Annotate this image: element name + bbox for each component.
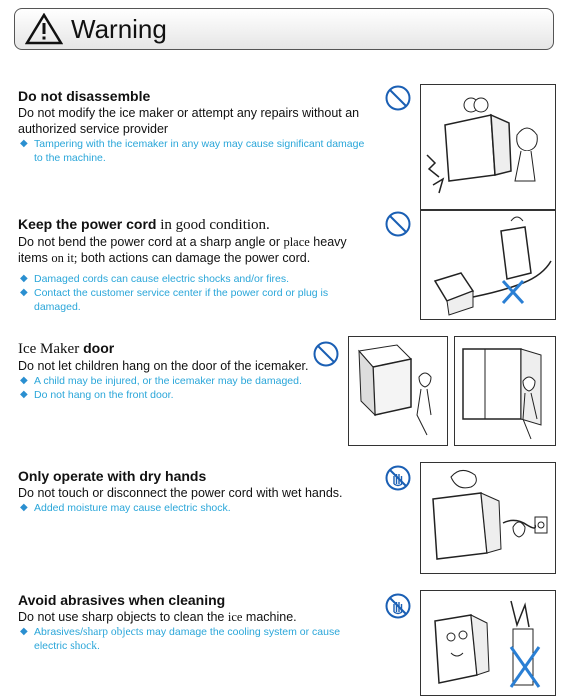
section-bullet: ◆ Damaged cords can cause electric shocks and/or fires. — [18, 272, 368, 286]
section-bullet: ◆ Added moisture may cause electric shock. — [18, 501, 368, 515]
section-bullet: ◆ A child may be injured, or the icemaker may be damaged. — [18, 374, 338, 388]
section-bullet: ◆ Contact the customer service center if the power cord or plug is damaged. — [18, 286, 368, 314]
abrasives-illustration — [420, 590, 556, 696]
desc-part: place — [283, 235, 310, 249]
prohibited-icon — [384, 210, 412, 238]
disassemble-illustration — [420, 84, 556, 210]
desc-part: on it; — [51, 251, 78, 265]
section-dry-hands — [18, 468, 368, 515]
section-abrasives — [18, 592, 368, 653]
bullet-part: . — [97, 640, 100, 652]
section-disassemble — [18, 88, 368, 165]
title-part: Ice Maker — [18, 341, 80, 357]
section-title: Only operate with dry hands — [18, 468, 207, 484]
title-part: Keep the power cord — [18, 216, 157, 232]
desc-part: both actions can damage the power cord. — [77, 251, 311, 265]
bullet-part: may damage the cooling system or cause electric — [34, 626, 341, 652]
section-power-cord — [18, 216, 368, 314]
no-wet-hands-icon — [384, 464, 412, 492]
bullet-part: shock — [70, 640, 98, 652]
section-description: Do not touch or disconnect the power cord with wet hands. — [18, 486, 343, 500]
section-bullet: ◆ Tampering with the icemaker in any way may cause significant damage to the machine. — [18, 137, 368, 165]
bullet-part: Abrasives/ — [34, 626, 84, 638]
section-bullet: ◆ Do not hang on the front door. — [18, 388, 338, 402]
section-title: Avoid abrasives when cleaning — [18, 592, 226, 608]
door-illustration-2 — [454, 336, 556, 446]
title-part: in good condition. — [156, 217, 270, 233]
page-title: Warning — [71, 14, 167, 44]
section-description: Do not let children hang on the door of the icemaker. — [18, 359, 309, 373]
section-description — [18, 234, 368, 266]
section-description — [18, 609, 368, 625]
desc-part: ice — [227, 610, 243, 624]
door-illustration-1 — [348, 336, 448, 446]
prohibited-icon — [312, 340, 340, 368]
section-bullet — [18, 625, 368, 653]
warning-header — [14, 8, 554, 50]
title-part: door — [79, 340, 115, 356]
section-door — [18, 340, 338, 402]
section-description: Do not modify the ice maker or attempt any repairs without an authorized service provider — [18, 106, 360, 136]
desc-part: Do not use sharp objects to clean the — [18, 610, 228, 624]
section-title — [18, 216, 368, 234]
section-title — [18, 340, 338, 358]
desc-part: machine. — [242, 610, 297, 624]
no-wet-hands-icon — [384, 592, 412, 620]
desc-part: heavy items — [18, 235, 347, 265]
bullet-part: sharp objects — [83, 626, 144, 638]
desc-part: Do not bend the power cord at a sharp angle or — [18, 235, 284, 249]
power-cord-illustration — [420, 210, 556, 320]
dry-hands-illustration — [420, 462, 556, 574]
warning-triangle-icon — [25, 13, 63, 45]
prohibited-icon — [384, 84, 412, 112]
section-title: Do not disassemble — [18, 88, 151, 104]
